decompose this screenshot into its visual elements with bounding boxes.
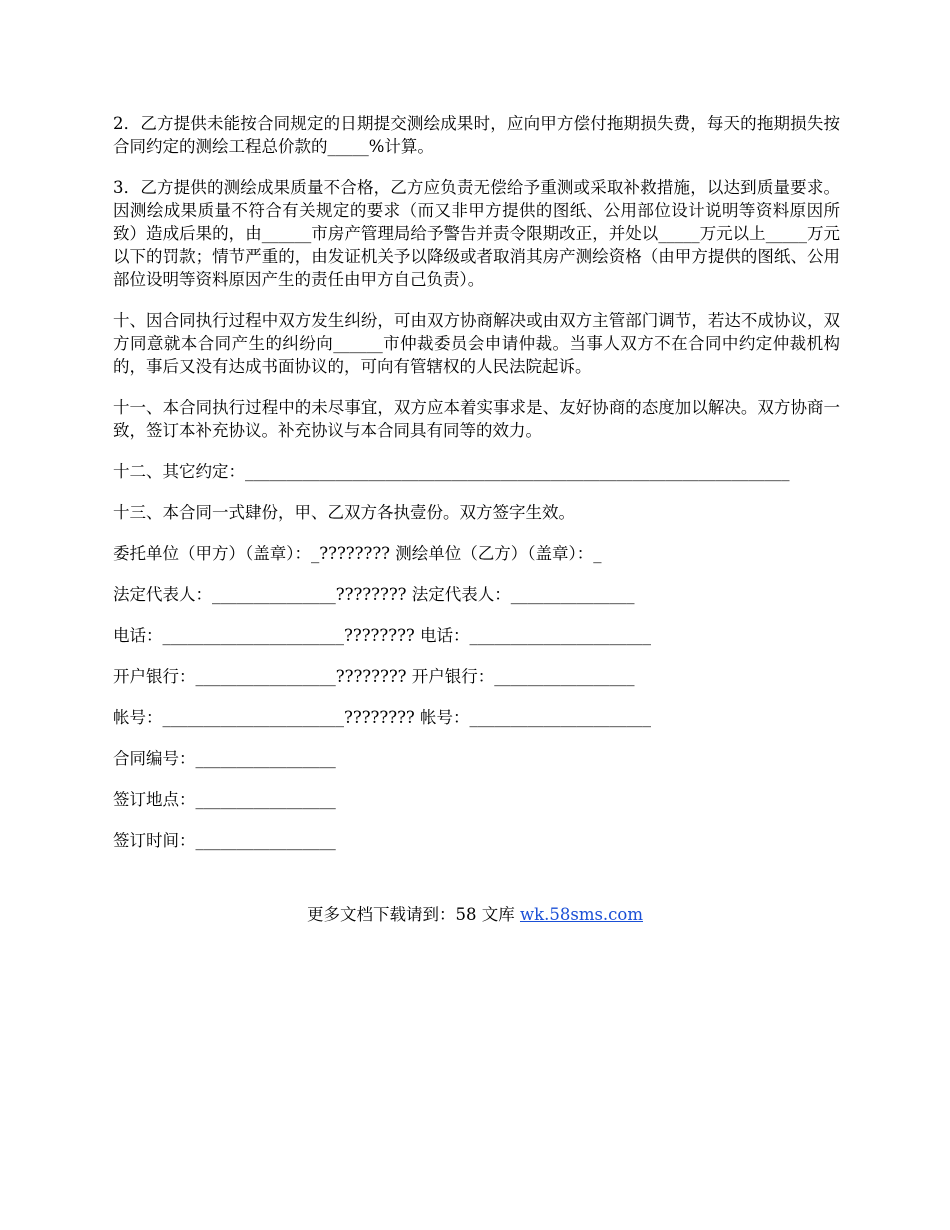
signature-line-phone: 电话：______________________???????? 电话：______________________ — [113, 626, 652, 645]
signature-line-bank: 开户银行：_________________???????? 开户银行：_________________ — [113, 667, 635, 686]
document-body — [113, 112, 840, 870]
signature-line-legal-rep: 法定代表人：_______________???????? 法定代表人：_______________ — [113, 585, 635, 604]
signature-line-account: 帐号：______________________???????? 帐号：______________________ — [113, 708, 652, 727]
contract-number-line: 合同编号：_________________ — [113, 749, 336, 768]
footer-text: 更多文档下载请到：58 文库 — [306, 905, 520, 924]
clause-12-other: 十二、其它约定：__________________________________________________________________ — [113, 462, 790, 481]
clause-2: 2．乙方提供未能按合同规定的日期提交测绘成果时，应向甲方偿付拖期损失费，每天的拖期损失按合同约定的测绘工程总价款的_____%计算。 — [113, 114, 840, 156]
clause-13-copies: 十三、本合同一式肆份，甲、乙双方各执壹份。双方签字生效。 — [113, 503, 575, 522]
signing-time-line: 签订时间：_________________ — [113, 831, 336, 850]
clause-3: 3．乙方提供的测绘成果质量不合格，乙方应负责无偿给予重测或采取补救措施，以达到质量要求。因测绘成果质量不符合有关规定的要求（而又非甲方提供的图纸、公用部位设计说明等资料原因所致）造成后果的，由______市房产管理局给予警告并责令限期改正，并处以_____万元以上_____万元以下的罚款；情节严重的，由发证机关予以降级或者取消其房产测绘资格（由甲方提供的图纸、公用部位设明等资料原因产生的责任由甲方自己负责）。 — [113, 178, 840, 289]
clause-11-supplement: 十一、本合同执行过程中的未尽事宜，双方应本着实事求是、友好协商的态度加以解决。双方协商一致，签订本补充协议。补充协议与本合同具有同等的效力。 — [113, 398, 840, 440]
footer-link[interactable]: wk.58sms.com — [519, 905, 643, 924]
clause-10-dispute: 十、因合同执行过程中双方发生纠纷，可由双方协商解决或由双方主管部门调节，若达不成协议，双方同意就本合同产生的纠纷向______市仲裁委员会申请仲裁。当事人双方不在合同中约定仲裁机构的，事后又没有达成书面协议的，可向有管辖权的人民法院起诉。 — [113, 311, 840, 376]
footer — [0, 903, 950, 927]
signing-place-line: 签订地点：_________________ — [113, 790, 336, 809]
signature-line-units: 委托单位（甲方）（盖章）：_???????? 测绘单位（乙方）（盖章）：_ — [113, 544, 602, 563]
